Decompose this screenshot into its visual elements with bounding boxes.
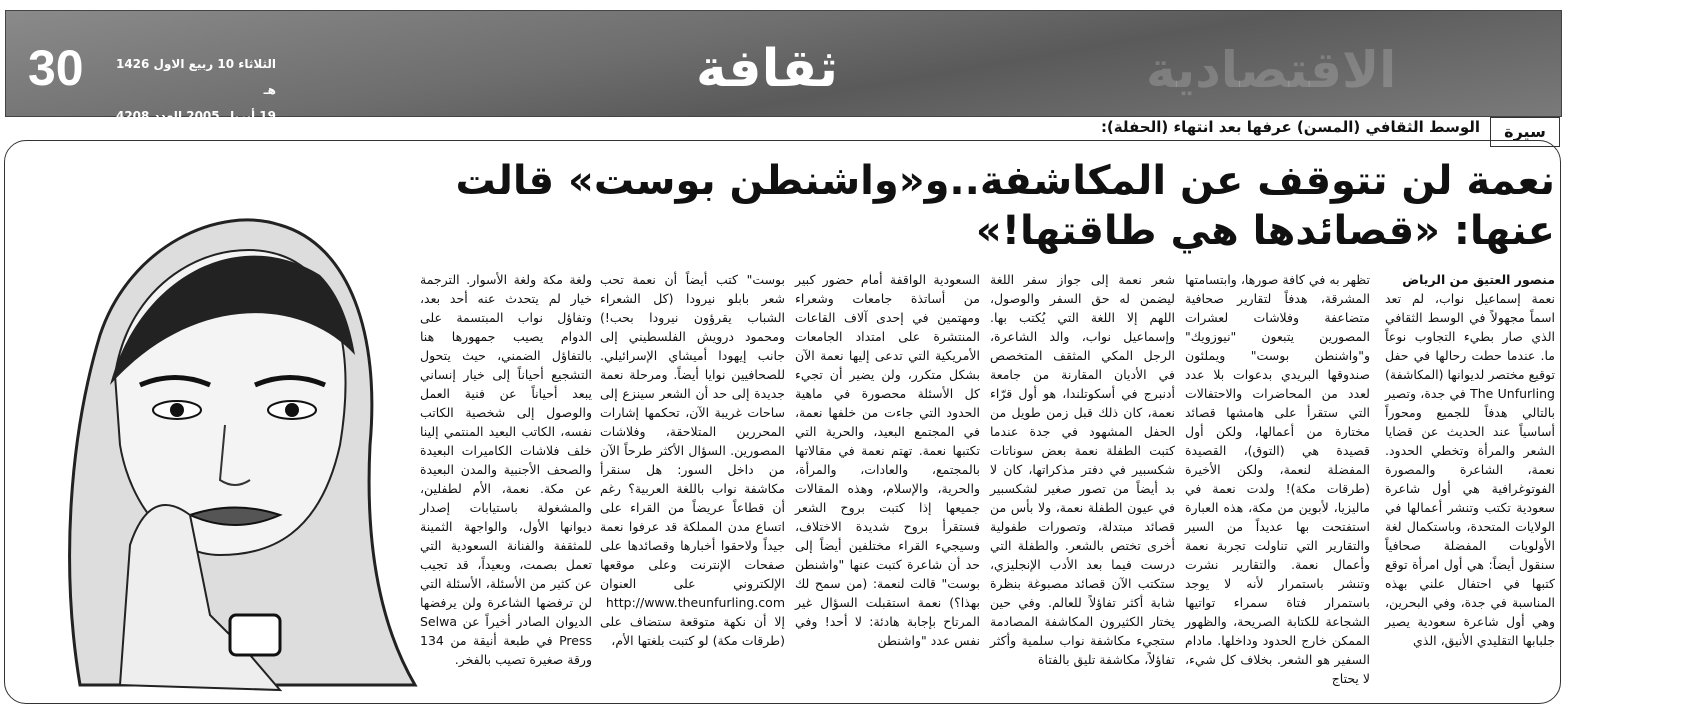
masthead-watermark: الاقتصادية — [1146, 41, 1397, 99]
section-banner — [5, 10, 1562, 123]
article-column-5: بوست" كتب أيضاً أن نعمة تحب شعر بابلو نيرودا (كل الشعراء الشباب يقرؤون نيرودا بحب!) ومحمود درويش الفلسطيني إلى جانب إيهودا أميشاي الإسرائيلي. للصحافيين نوايا أيضاً. ومرحلة نعمة جديدة إلى حد أن الشعر سينزع إلى ساحات غريبة الآن، تحكمها إشارات المحررين المتلاحقة، وفلاشات المصورين. السؤال الأكثر طرحاً الآن من داخل السور: هل سنقرأ مكاشفة نواب باللغة العربية؟ رغم أن قطاعاً عريضاً من القراء على اتساع مدن المملكة قد عرفوا نعمة جيداً ولاحقوا أخبارها وقصائدها على صفحات الإنترنت وعلى موقعها الإلكتروني على العنوان http://www.theunfurling.com إلا أن نكهة متوقعة ستضاف على (طرقات مكة) لو كتبت بلغتها الأم، — [600, 272, 785, 648]
date-gregorian: 19 أبريل 2005 العدد 4208 — [115, 109, 276, 123]
page-number: 30 — [28, 40, 84, 96]
article-column-2: تظهر به في كافة صورها، وابتسامتها المشرقة، هدفاً لتقارير صحافية متضاعفة وفلاشات لعشرات المصورين يتبعون "نيوزويك" و"واشنطن بوست" ويملئون صندوقها البريدي بدعوات بلا عدد لعدد من المحاضرات والاحتفالات التي ستقرأ على هامشها قصائد مختارة من أعمالها، ولكن أول قصيدة هي (التوق)، القصيدة المفضلة لنعمة، ولكن الأخيرة (طرقات مكة)! ولدت نعمة في ماليزيا، لأبوين من مكة، هذه العبارة استفتحت بها عديداً من السير والتقارير التي تناولت تجربة نعمة وأعمال نعمة. والتقارير نشرت وتنشر باستمرار لأنه لا يوجد باستمرار فتاة سمراء تواتيها الشجاعة للكتابة الصريحة، والظهور الممكن خارج الحدود وداخلها. مادام السفير هو الشعر. بخلاف كل شيء، لا يحتاج — [1185, 272, 1370, 686]
article-column-4: السعودية الواقفة أمام حضور كبير من أساتذة جامعات وشعراء ومهتمين في إحدى آلاف القاعات المنتشرة على امتداد الجامعات الأمريكية التي تدعى إليها نعمة الآن بشكل متكرر، ولن يضير أن تجيء كل الأسئلة محصورة في ماهية الحدود التي جاءت من خلفها نعمة، في المجتمع البعيد، والحرية التي تكتبها نعمة. تهتم نعمة في مقالاتها بالمجتمع، والعادات، والمرأة، والحرية، والإسلام، وهذه المقالات جميعها إذا كتبت بروح الشعر فستقرأ بروح شديدة الاختلاف، وسيجيء القراء مختلفين أيضاً إلى حد أن شاعرة كتبت عنها "واشنطن بوست" قالت لنعمة: (من سمح لك بهذا؟) نعمة استقبلت السؤال غير المرتاح بإجابة هادئة: لا أحد! وفي نفس عدد "واشنطن — [795, 272, 980, 648]
article-kicker: الوسط الثقافي (المسن) عرفها بعد انتهاء (الحفلة): — [1100, 118, 1480, 136]
issue-date — [106, 51, 276, 129]
column-text: نعمة إسماعيل نواب، لم تعد اسماً مجهولاً في الوسط الثقافي الذي صار بطيء التجاوب نوعاً ما. عندما حطت رحالها في حفل توقيع مختصر لديوانها (المكاشفة) The Unfurling في جدة، وتصير بالتالي هدفاً للجميع ومحوراً أساسياً عند الحديث عن قضايا الشعر والمرأة وتخطي الحدود. نعمة، الشاعرة والمصورة الفوتوغرافية هي أول شاعرة سعودية تكتب وتنشر أعمالها في الولايات المتحدة، وباستكمال لغة الأولويات المفضلة صحافياً سنقول أيضاً: هي أول امرأة توقع كتبها في احتفال علني بهذه المناسبة في جدة، وفي البحرين، وهي أول شاعرة سعودية يصير جلبابها التقليدي الأنيق، الذي — [1385, 291, 1555, 648]
article-column-1 — [1385, 270, 1555, 669]
date-hijri: الثلاثاء 10 ربيع الاول 1426 هـ — [115, 57, 276, 97]
article-tag: سيرة — [1490, 117, 1560, 147]
headline: نعمة لن تتوقف عن المكاشفة..و«واشنطن بوست» قالت عنها: «قصائدها هي طاقتها!» — [455, 158, 1555, 254]
article-column-3: شعر نعمة إلى جواز سفر اللغة ليضمن له حق السفر والوصول، اللهم إلا اللغة التي يُكتب بها. وإسماعيل نواب، والد الشاعرة، الرجل المكي المثقف المتخصص في الأديان المقارنة من جامعة أدنبرج في أسكوتلندا، هو أول قرّاء نعمة، كان ذلك قبل زمن طويل من الحفل المشهود في جدة عندما كتبت الطفلة نعمة بعض سوناتات شكسبير في دفتر مذكراتها، كان لا بد أيضاً من تصور صغير لشكسبير في عيون الطفلة نعمة، ولا بأس من قصائد مبتدلة، وتصورات طفولية أخرى تختص بالشعر. والطفلة التي درست فيما بعد الأدب الإنجليزي، ستكتب الآن قصائد مصبوغة بنظرة شابة أكثر تفاؤلاً للعالم. وفي حين يختار الكثيرون المكاشفة المصادمة ستجيء مكاشفة نواب سلمية وأكثر تفاؤلاً، مكاشفة تليق بالفتاة — [990, 272, 1175, 667]
section-title: ثقافة — [696, 39, 839, 99]
article-column-6: ولغة مكة ولغة الأسوار. الترجمة خيار لم يتحدث عنه أحد بعد، وتفاؤل نواب المبتسمة على الدوام يصيب جمهورها هنا بالتفاؤل الضمني، حيث يتحول التشجيع أحياناً إلى خيار إنساني يبعد أحياناً عن فنية العمل والوصول إلى شخصية الكاتب نفسه، الكاتب البعيد المنتمي إلينا خلف فلاشات الكاميرات البعيدة والصحف الأجنبية والمدن البعيدة عن مكة. نعمة، الأم لطفلين، والمشغولة باستيابات إصدار ديوانها الأول، والواجهة الثمينة للمثقفة والفنانة السعودية التي تعمل بصمت، وبعيداً، قد تجيب عن كثير من الأسئلة، الأسئلة التي لن ترفضها الشاعرة ولن يرفضها الديوان الصادر أخيراً عن Selwa Press في طبعة أنيقة من 134 ورقة صغيرة تصيب بالفخر. — [420, 272, 592, 667]
portrait-illustration — [20, 185, 420, 690]
byline: منصور العتيق من الرياض — [1402, 272, 1555, 287]
